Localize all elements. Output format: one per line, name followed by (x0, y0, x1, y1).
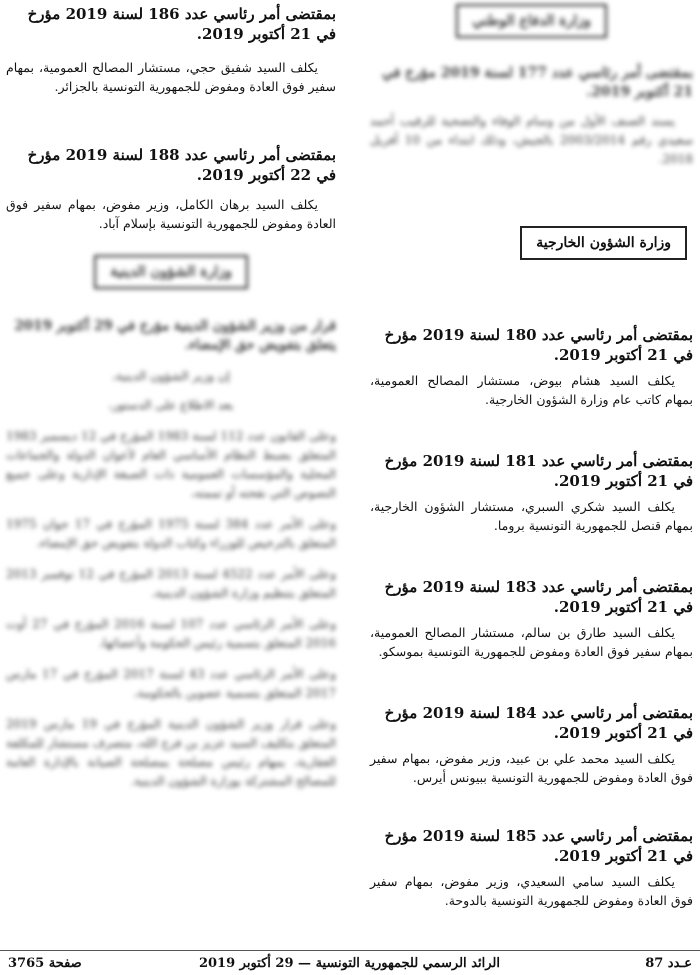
decree-title: بمقتضى أمر رئاسي عدد 184 لسنة 2019 مؤرخ في 21 أكتوبر 2019. (384, 704, 693, 742)
issue-number: عـدد 87 (645, 956, 692, 971)
decree-body: يكلف السيد شكري السبري، مستشار الشؤون الخارجية، بمهام قنصل للجمهورية التونسية بروما. (370, 499, 693, 533)
decree-181 (370, 451, 693, 535)
decree-body: يكلف السيد محمد علي بن عبيد، وزير مفوض، بمهام سفير فوق العادة ومفوض للجمهورية التونسية ببيونس أيرس. (370, 751, 693, 785)
decree-title: بمقتضى أمر رئاسي عدد 185 لسنة 2019 مؤرخ في 21 أكتوبر 2019. (384, 827, 693, 865)
decree-186 (6, 4, 336, 96)
decree-body: يكلف السيد سامي السعيدي، وزير مفوض، بمهام سفير فوق العادة ومفوض للجمهورية التونسية بالدوحة. (370, 874, 693, 908)
decree-body: يكلف السيد برهان الكامل، وزير مفوض، بمهام سفير فوق العادة ومفوض للجمهورية التونسية بإسلام آباد. (6, 197, 336, 231)
section-box-religious-affairs: وزارة الشؤون الدينية (94, 255, 248, 289)
decree-184 (370, 703, 693, 787)
section-box-national-defence: وزارة الدفاع الوطني (456, 4, 607, 38)
decision-text: إن وزير الشؤون الدينية، بعد الاطلاع على الدستور، وعلى القانون عدد 112 لسنة 1983 المؤرخ في 12 ديسمبر 1983 المتعلق بضبط النظام الأساسي العام لأعوان الدولة والجماعات المحلية والمؤسسات العمومية ذات الصبغة الإدارية وعلى جميع النصوص التي نقحته أو تممته، وعلى الأمر عدد 384 لسنة 1975 المؤرخ في 17 جوان 1975 المتعلق بالترخيص للوزراء وكتاب الدولة بتفويض حق الإمضاء، وعلى الأمر عدد 4522 لسنة 2013 المؤرخ في 12 نوفمبر 2013 المتعلق بتنظيم وزارة الشؤون الدينية، وعلى الأمر الرئاسي عدد 107 لسنة 2016 المؤرخ في 27 أوت 2016 المتعلق بتسمية رئيس الحكومة وأعضائها، وعلى الأمر الرئاسي عدد 43 لسنة 2017 المؤرخ في 17 مارس 2017 المتعلق بتسمية عضوين بالحكومة، وعلى قرار وزير الشؤون الدينية المؤرخ في 19 مارس 2019 المتعلق بتكليف السيد عزيز بن فرج الله، متصرف مستشار للمكلفة العقارية، بمهام رئيس مصلحة بمصلحة الصيانة بالإدارة العامة للمصالح المشتركة بوزارة الشؤون الدينية. (6, 369, 337, 788)
decree-180 (370, 325, 693, 409)
decree-body: يسند الصنف الأول من وسام الوفاء والتضحية للرقيب أحمد سعيدي رقم 2003/2014 بالجيش، وذلك ابتداء من 10 أفريل 2018. (370, 114, 693, 166)
decree-title: بمقتضى أمر رئاسي عدد 183 لسنة 2019 مؤرخ في 21 أكتوبر 2019. (384, 578, 693, 616)
decree-183 (370, 577, 693, 661)
decree-title: بمقتضى أمر رئاسي عدد 188 لسنة 2019 مؤرخ في 22 أكتوبر 2019. (27, 146, 336, 184)
decree-title: بمقتضى أمر رئاسي عدد 177 لسنة 2019 مؤرخ في 21 أكتوبر 2019. (381, 65, 693, 100)
section-box-foreign-affairs: وزارة الشؤون الخارجية (520, 226, 687, 260)
page-number: صفحة 3765 (8, 956, 82, 971)
national-defence-section (370, 4, 693, 169)
decree-body: يكلف السيد شفيق حجي، مستشار المصالح العمومية، بمهام سفير فوق العادة ومفوض للجمهورية التونسية بالجزائر. (6, 60, 336, 94)
decree-title: بمقتضى أمر رئاسي عدد 186 لسنة 2019 مؤرخ في 21 أكتوبر 2019. (27, 5, 336, 43)
decree-body: يكلف السيد هشام بيوض، مستشار المصالح العمومية، بمهام كاتب عام وزارة الشؤون الخارجية. (370, 373, 693, 407)
religious-affairs-section (6, 255, 336, 791)
decree-body: يكلف السيد طارق بن سالم، مستشار المصالح العمومية، بمهام سفير فوق العادة ومفوض للجمهورية التونسية بموسكو. (370, 625, 693, 659)
page-footer (0, 950, 700, 975)
decree-185 (370, 826, 693, 910)
journal-title-date: الرائد الرسمي للجمهورية التونسية — 29 أكتوبر 2019 (198, 956, 500, 971)
decision-heading: قرار من وزير الشؤون الدينية مؤرخ في 29 أكتوبر 2019 يتعلق بتفويض حق الإمضاء. (14, 318, 336, 353)
foreign-affairs-header (370, 226, 693, 260)
decree-title: بمقتضى أمر رئاسي عدد 181 لسنة 2019 مؤرخ في 21 أكتوبر 2019. (384, 452, 693, 490)
decree-188 (6, 145, 336, 233)
decree-title: بمقتضى أمر رئاسي عدد 180 لسنة 2019 مؤرخ في 21 أكتوبر 2019. (384, 326, 693, 364)
